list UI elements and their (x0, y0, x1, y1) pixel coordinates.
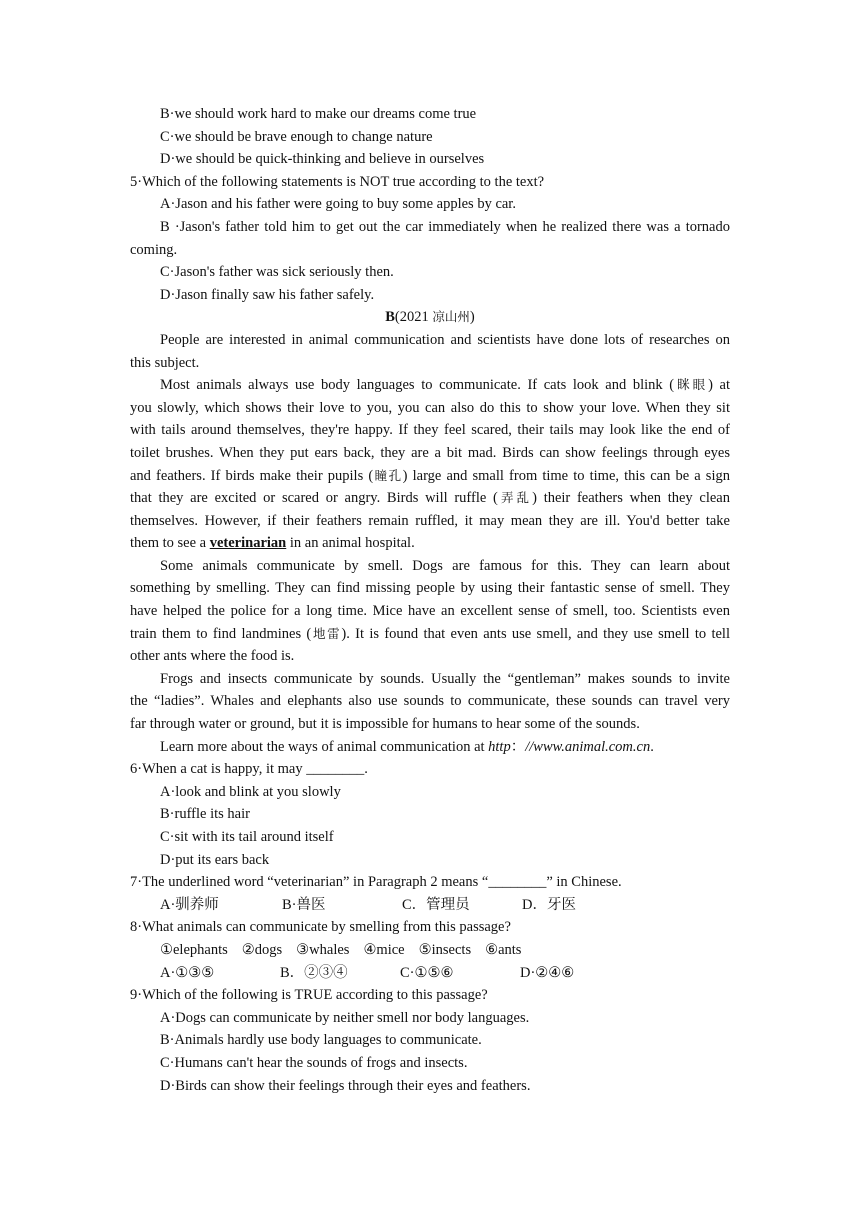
q6-option-d: D·put its ears back (160, 851, 270, 868)
p2-gloss-blink: 眯眼 (674, 377, 709, 393)
p5-text: Learn more about the ways of animal communication at (160, 738, 489, 755)
section-year: (2021 (394, 309, 433, 326)
p4-line3: far through water or ground, but it is impossible for humans to hear some of the sounds. (130, 716, 640, 733)
section-close: ) (469, 309, 475, 326)
q9-option-d: D·Birds can show their feelings through their eyes and feathers. (160, 1077, 531, 1094)
q8-choices (130, 939, 730, 962)
q7-stem: 7·The underlined word “veterinarian” in Paragraph 2 means “________” in Chinese. (130, 874, 622, 891)
p3-line4-text: train them to find landmines ( (130, 625, 312, 642)
p2-line7: themselves. However, if their feathers remain ruffled, it may mean they are ill. You'd better take (130, 512, 730, 529)
q6-option-b: B·ruffle its hair (160, 806, 250, 823)
p2-line1 (130, 374, 730, 397)
document-page (130, 103, 730, 1097)
url-scheme: http (488, 738, 511, 755)
p3-line1: Some animals communicate by smell. Dogs are famous for this. They can learn about (160, 557, 730, 574)
p2-line8-text: them to see a (130, 535, 210, 552)
q8-choice: ④mice (363, 941, 405, 958)
p2-line5 (130, 465, 730, 488)
q8-choice: ③whales (296, 941, 350, 958)
q6-option-a: A·look and blink at you slowly (160, 783, 341, 800)
p2-line8 (130, 532, 730, 555)
q9-stem: 9·Which of the following is TRUE according to this passage? (130, 987, 488, 1004)
p2-line2: you slowly, which shows their love to you, you can also do this to show your love. When they sit (130, 399, 730, 416)
q7-option-c: C．管理员 (402, 896, 470, 913)
q5-option-d: D·Jason finally saw his father safely. (160, 286, 375, 303)
underlined-word-veterinarian: veterinarian (209, 535, 287, 552)
p3-gloss-landmines: 地雷 (311, 625, 342, 641)
p2-line8-end: in an animal hospital. (286, 535, 415, 552)
q4-option-c: C·we should be brave enough to change nature (160, 128, 433, 145)
section-place: 凉山州 (432, 309, 470, 325)
p1-line2: this subject. (130, 354, 200, 371)
url-link[interactable]: //www.animal.com.cn (525, 738, 651, 755)
q8-choice: ②dogs (241, 941, 283, 958)
section-b-heading (130, 306, 730, 329)
q5-stem: 5·Which of the following statements is NOT true according to the text? (130, 173, 545, 190)
p2-line4: toilet brushes. When they put ears back, they are a bit mad. Birds can show feelings through eyes (130, 444, 730, 461)
q8-options (130, 962, 730, 985)
url-colon: ： (510, 738, 526, 755)
q5-option-a: A·Jason and his father were going to buy some apples by car. (160, 196, 516, 213)
p5-line (130, 736, 730, 759)
p2-line6-text: that they are excited or scared or angry. Birds will ruffle ( (130, 490, 498, 507)
q8-choice: ①elephants (160, 941, 228, 958)
p2-gloss-ruffle: 弄乱 (497, 490, 533, 506)
p3-line4 (130, 623, 730, 646)
q5-option-b-line2: coming. (130, 241, 178, 258)
p3-line4-end: ). It is found that even ants use smell, and they use smell to tell (341, 625, 730, 642)
p2-line5-end: ) large and small from time to time, this can be a sign (402, 467, 730, 484)
q8-option-a: A·①③⑤ (160, 964, 215, 981)
q8-choice: ⑤insects (418, 941, 472, 958)
q8-option-d: D·②④⑥ (520, 964, 575, 981)
q7-option-a: A·驯养师 (160, 896, 219, 913)
p2-line3: with tails around themselves, they're happy. If they feel scared, their tails may look like the end of (130, 422, 730, 439)
q9-option-c: C·Humans can't hear the sounds of frogs and insects. (160, 1054, 468, 1071)
p5-end: . (650, 738, 654, 755)
p2-line1-text: Most animals always use body languages to communicate. If cats look and blink ( (160, 377, 675, 394)
q6-option-c: C·sit with its tail around itself (160, 829, 334, 845)
p2-line6-end: ) their feathers when they clean (532, 490, 730, 507)
q7-option-d: D．牙医 (522, 896, 576, 913)
q8-stem: 8·What animals can communicate by smelling from this passage? (130, 919, 511, 936)
q7-option-b: B·兽医 (282, 896, 326, 913)
q6-stem: 6·When a cat is happy, it may ________. (130, 761, 368, 778)
p3-line2: something by smelling. They can find missing people by using their fantastic sense of smell. They (130, 580, 730, 597)
q4-option-b: B·we should work hard to make our dreams come true (160, 106, 477, 122)
p2-line5-text: and feathers. If birds make their pupils ( (130, 467, 374, 484)
p2-line1-end: ) at (708, 377, 730, 394)
p1-line1: People are interested in animal communication and scientists have done lots of researches on (160, 331, 730, 348)
p2-line6 (130, 487, 730, 510)
q5-option-c: C·Jason's father was sick seriously then. (160, 264, 394, 281)
q7-options (130, 894, 730, 917)
q4-option-d: D·we should be quick-thinking and believe in ourselves (160, 151, 485, 168)
q9-option-a: A·Dogs can communicate by neither smell nor body languages. (160, 1009, 530, 1026)
p4-line2: the “ladies”. Whales and elephants also use sounds to communicate, these sounds can travel very (130, 693, 730, 710)
q9-option-b: B·Animals hardly use body languages to communicate. (160, 1032, 482, 1049)
q8-option-b: B．②③④ (280, 964, 348, 981)
q8-choice: ⑥ants (485, 941, 522, 958)
p3-line3: have helped the police for a long time. Mice have an excellent sense of smell, too. Scientists even (130, 603, 730, 620)
q8-option-c: C·①⑤⑥ (400, 964, 454, 981)
section-letter: B (385, 309, 395, 326)
q5-option-b-line1: B ·Jason's father told him to get out the car immediately when he realized there was a tornado (160, 218, 730, 235)
p3-line5: other ants where the food is. (130, 648, 295, 665)
p2-gloss-pupils: 瞳孔 (373, 467, 403, 483)
p4-line1: Frogs and insects communicate by sounds. Usually the “gentleman” makes sounds to invite (160, 670, 730, 687)
